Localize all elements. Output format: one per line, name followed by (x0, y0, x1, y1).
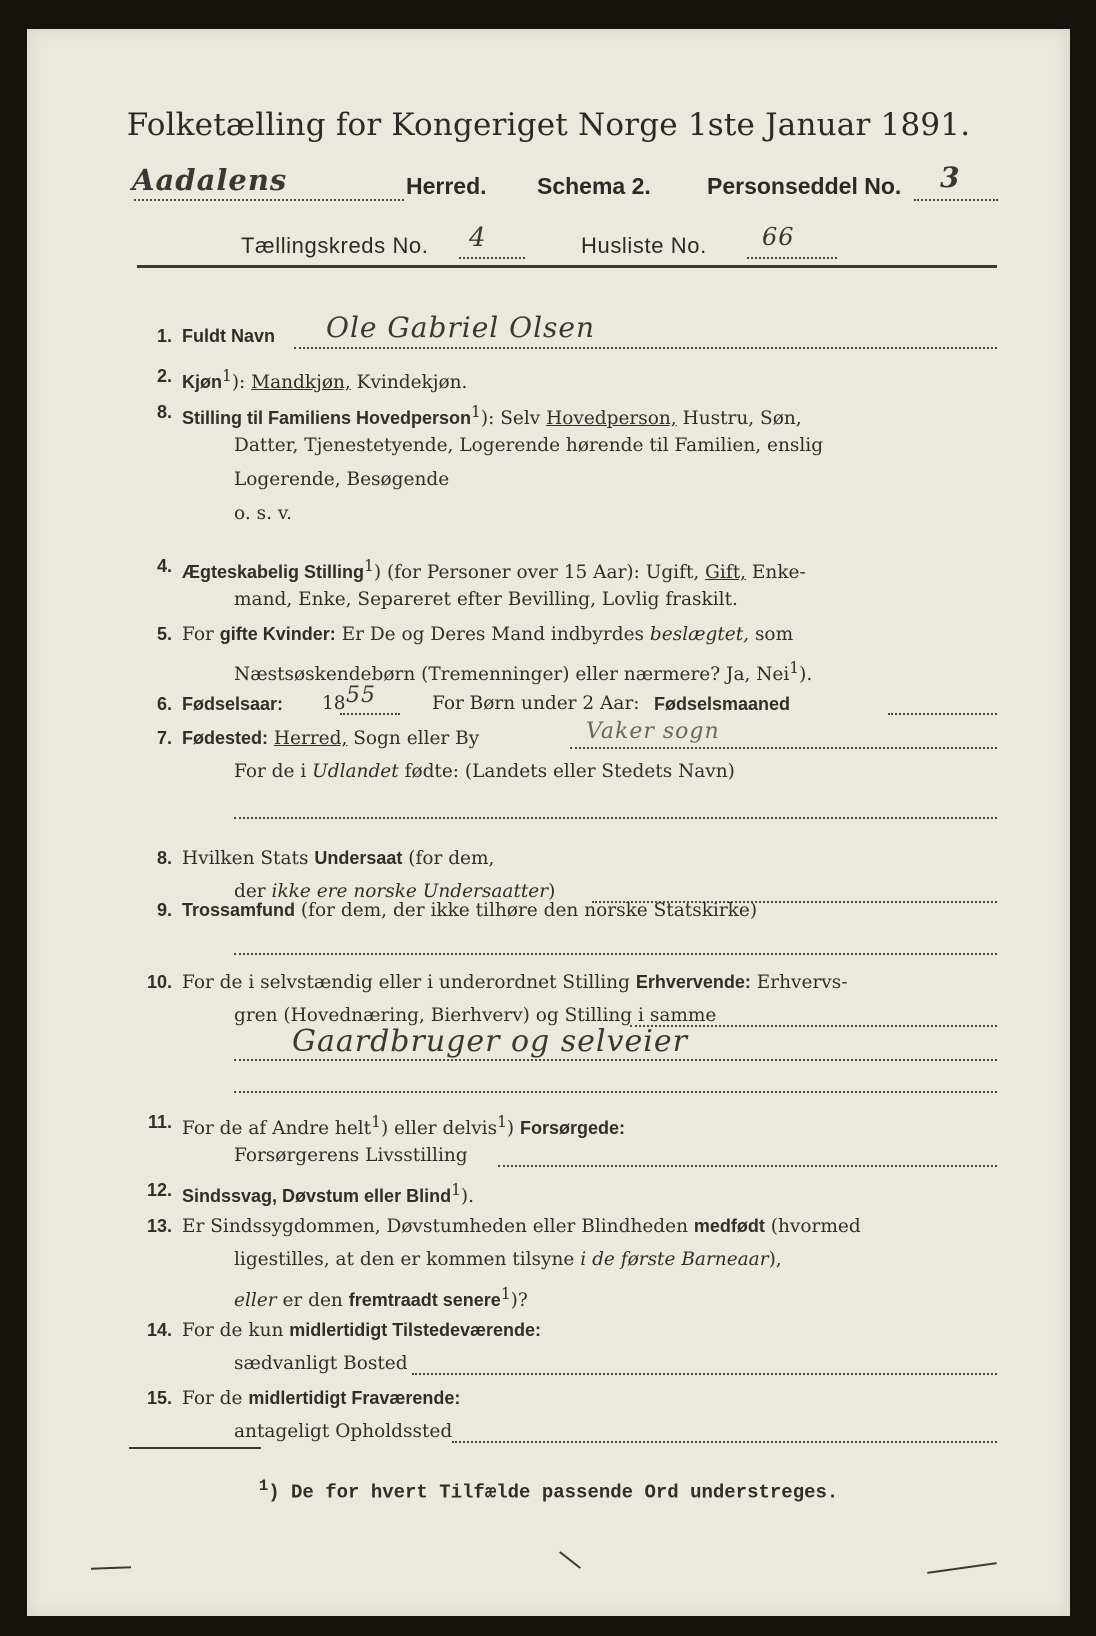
item-label: For de i selvstændig eller i underordnet Stilling (182, 972, 630, 993)
birth-year-prefix: 18 (322, 693, 346, 714)
item-text-italic: eller (234, 1290, 277, 1312)
item-number: 14. (146, 1320, 172, 1340)
footnote-ref: 1 (500, 1285, 511, 1303)
item-text-line2-rest: fødte: (Landets eller Stedets Navn) (404, 761, 735, 782)
item-label: For (182, 624, 214, 645)
item-label-bold: gifte Kvinder: (219, 624, 336, 644)
item-text-line2: ligestilles, at den er kommen tilsyne (234, 1249, 575, 1270)
item-text-italic: i de første Barneaar (580, 1249, 769, 1270)
name-answer-handwritten: Ole Gabriel Olsen (326, 311, 596, 344)
sex-option-male-selected: Mandkjøn, (251, 372, 351, 394)
item-text-line2: gren (Hovednæring, Bierhverv) og Stilling i samme (234, 1005, 717, 1026)
item-2-sex (134, 359, 997, 399)
item-text: ): (231, 372, 246, 394)
religion-dotted-line (234, 953, 997, 955)
birthplace-answer-handwritten: Vaker sogn (586, 719, 720, 744)
item-number: 6. (156, 694, 172, 714)
birthplace-dotted-line (570, 747, 997, 749)
item-text-end: ) (506, 1118, 515, 1140)
item-label: Kjøn (182, 372, 222, 393)
item-number: 13. (146, 1216, 172, 1236)
item-5-married-women (134, 617, 997, 689)
item-text: Er De og Deres Mand indbyrdes (341, 624, 645, 645)
item-text-italic: Udlandet (312, 761, 399, 782)
footnote-text: ) De for hvert Tilfælde passende Ord understreges. (268, 1481, 839, 1504)
taellingskreds-label: Tællingskreds No. (241, 233, 429, 258)
option-selv: Selv (500, 408, 541, 430)
item-number: 8. (156, 848, 172, 868)
item-14-temporarily-present (134, 1313, 997, 1385)
pen-mark-center (559, 1551, 581, 1569)
item-label-bold: Erhvervende: (635, 972, 751, 992)
census-form-sheet (27, 29, 1070, 1616)
taellingskreds-dotted-line (459, 257, 525, 259)
husliste-value: 66 (762, 223, 795, 251)
item-number: 2. (156, 366, 172, 386)
item-label: Fødested: (182, 728, 269, 748)
item-text-end: ) (548, 881, 556, 902)
item-text-end: ). (460, 1186, 474, 1208)
item-1-full-name (134, 311, 997, 359)
foreign-birthplace-dotted-line (234, 817, 997, 819)
item-label-bold: midlertidigt Tilstedeværende: (289, 1320, 542, 1340)
item-label: Hvilken Stats (182, 848, 309, 869)
item-text-line2: mand, Enke, Separeret efter Bevilling, Lovlig fraskilt. (234, 589, 738, 610)
item-4-marital-status (134, 549, 997, 621)
item-label: Sindssvag, Døvstum eller Blind (182, 1186, 452, 1207)
personseddel-dotted-line (914, 199, 998, 201)
footnote-marker: 1 (258, 1477, 269, 1495)
item-text-line3: er den (282, 1290, 343, 1312)
item-text-line2: Næstsøskendebørn (Tremenninger) eller nærmere? Ja, Nei (234, 664, 790, 686)
options-tail: Hustru, Søn, (682, 408, 802, 430)
header-line-taellingskreds (241, 223, 891, 269)
item-15-temporarily-absent (134, 1381, 997, 1453)
item-3-family-position (134, 395, 997, 535)
schema-label: Schema 2. (537, 173, 651, 199)
item-label-bold: fremtraadt senere (348, 1290, 501, 1311)
footnote (27, 1477, 1070, 1503)
item-number: 7. (156, 728, 172, 748)
footnote-ref: 1 (497, 1113, 507, 1131)
sex-option-female: Kvindekjøn. (356, 372, 468, 394)
occupation-dotted-line-3 (234, 1091, 997, 1093)
option-gift-selected: Gift, (705, 562, 747, 584)
item-text: Sogn eller By (353, 728, 480, 749)
item-label: Er Sindssygdommen, Døvstumheden eller Blindheden (182, 1216, 689, 1237)
footnote-ref: 1 (789, 659, 800, 677)
taellingskreds-value: 4 (469, 223, 487, 253)
item-number: 11. (147, 1112, 172, 1132)
birth-month-label: Fødselsmaaned (654, 694, 791, 714)
item-7-birthplace (134, 721, 997, 829)
personseddel-value: 3 (940, 161, 961, 194)
item-number: 10. (146, 972, 172, 992)
item-label: Fuldt Navn (182, 326, 275, 346)
item-text-end: )? (510, 1290, 528, 1312)
item-10-occupation (134, 965, 997, 1095)
item-text: ) eller delvis (380, 1118, 498, 1140)
item-text: For Børn under 2 Aar: (432, 693, 640, 714)
option-hovedperson-selected: Hovedperson, (546, 408, 677, 430)
item-text-italic: beslægtet, (649, 624, 750, 645)
footnote-ref: 1 (471, 403, 481, 421)
personseddel-label: Personseddel No. (707, 173, 902, 199)
pen-mark-left (91, 1566, 131, 1569)
birth-month-dotted-line (888, 713, 997, 715)
husliste-label: Husliste No. (581, 233, 707, 258)
item-text-line2: sædvanligt Bosted (234, 1353, 408, 1374)
birth-year-handwritten: 55 (346, 683, 376, 708)
item-text-tail: som (754, 624, 794, 645)
item-text-line2: For de i (234, 761, 307, 782)
item-number: 1. (156, 326, 172, 346)
usual-residence-dotted-line (412, 1373, 997, 1375)
item-text-tail: Erhvervs- (756, 972, 848, 993)
herred-dotted-line (134, 199, 404, 201)
item-text-line4: o. s. v. (234, 503, 292, 524)
item-number: 15. (146, 1388, 172, 1408)
item-label-bold: medfødt (693, 1216, 765, 1236)
item-label-bold: Undersaat (314, 848, 403, 868)
form-title: Folketælling for Kongeriget Norge 1ste Januar 1891. (126, 107, 971, 143)
footnote-rule (129, 1447, 261, 1449)
occupation-answer-handwritten: Gaardbruger og selveier (292, 1024, 688, 1059)
item-11-dependents (134, 1105, 997, 1177)
item-label: For de (182, 1388, 243, 1409)
item-text: ) (for Personer over 15 Aar): Ugift, (373, 562, 700, 584)
item-label: Trossamfund (182, 900, 296, 920)
occupation-dotted-line-2 (234, 1059, 997, 1061)
provider-dotted-line (498, 1165, 997, 1167)
item-text-italic: ikke ere norske Undersaatter (271, 881, 549, 902)
item-number: 9. (156, 900, 172, 920)
herred-label: Herred. (406, 173, 487, 199)
pen-mark-right (927, 1562, 997, 1574)
item-label: Ægteskabelig Stilling (182, 562, 365, 583)
item-text: (for dem, der ikke tilhøre den norske Statskirke) (300, 900, 758, 921)
item-text: (for dem, (408, 848, 495, 869)
option-herred-selected: Herred, (273, 728, 348, 749)
footnote-ref: 1 (451, 1181, 461, 1199)
item-label: Fødselsaar: (182, 694, 284, 714)
item-number: 12. (146, 1180, 172, 1200)
header-rule (137, 265, 997, 268)
footnote-ref: 1 (364, 557, 374, 575)
item-9-religion (134, 893, 997, 963)
item-label: For de af Andre helt (182, 1118, 372, 1140)
options-tail: Enke- (751, 562, 806, 584)
item-text-end: ). (799, 664, 813, 686)
name-dotted-line (294, 347, 997, 349)
header-line-herred (132, 161, 997, 209)
item-number: 5. (156, 624, 172, 644)
item-label-bold: Forsørgede: (519, 1118, 625, 1139)
birth-year-dotted-line (340, 713, 400, 715)
item-number: 8. (156, 402, 172, 422)
item-label: Stilling til Familiens Hovedperson (182, 408, 472, 429)
item-text-line3: Logerende, Besøgende (234, 469, 450, 490)
item-text-tail: (hvormed (770, 1216, 861, 1237)
herred-handwritten: Aadalens (132, 163, 288, 197)
item-text-line2: antageligt Opholdssted (234, 1421, 453, 1442)
item-12-disabilities (134, 1173, 997, 1213)
stay-location-dotted-line (452, 1441, 997, 1443)
husliste-dotted-line (747, 257, 837, 259)
footnote-ref: 1 (222, 367, 232, 385)
item-text-line2: Forsørgerens Livsstilling (234, 1145, 468, 1166)
item-label-bold: midlertidigt Fraværende: (248, 1388, 461, 1408)
item-text-end: ), (768, 1249, 782, 1270)
item-text: ): (480, 408, 495, 430)
item-label: For de kun (182, 1320, 284, 1341)
item-number: 4. (156, 556, 172, 576)
item-text-line2: Datter, Tjenestetyende, Logerende hørende til Familien, enslig (234, 435, 824, 456)
footnote-ref: 1 (371, 1113, 381, 1131)
item-text-line2: der (234, 881, 266, 902)
item-13-congenital (134, 1209, 997, 1317)
